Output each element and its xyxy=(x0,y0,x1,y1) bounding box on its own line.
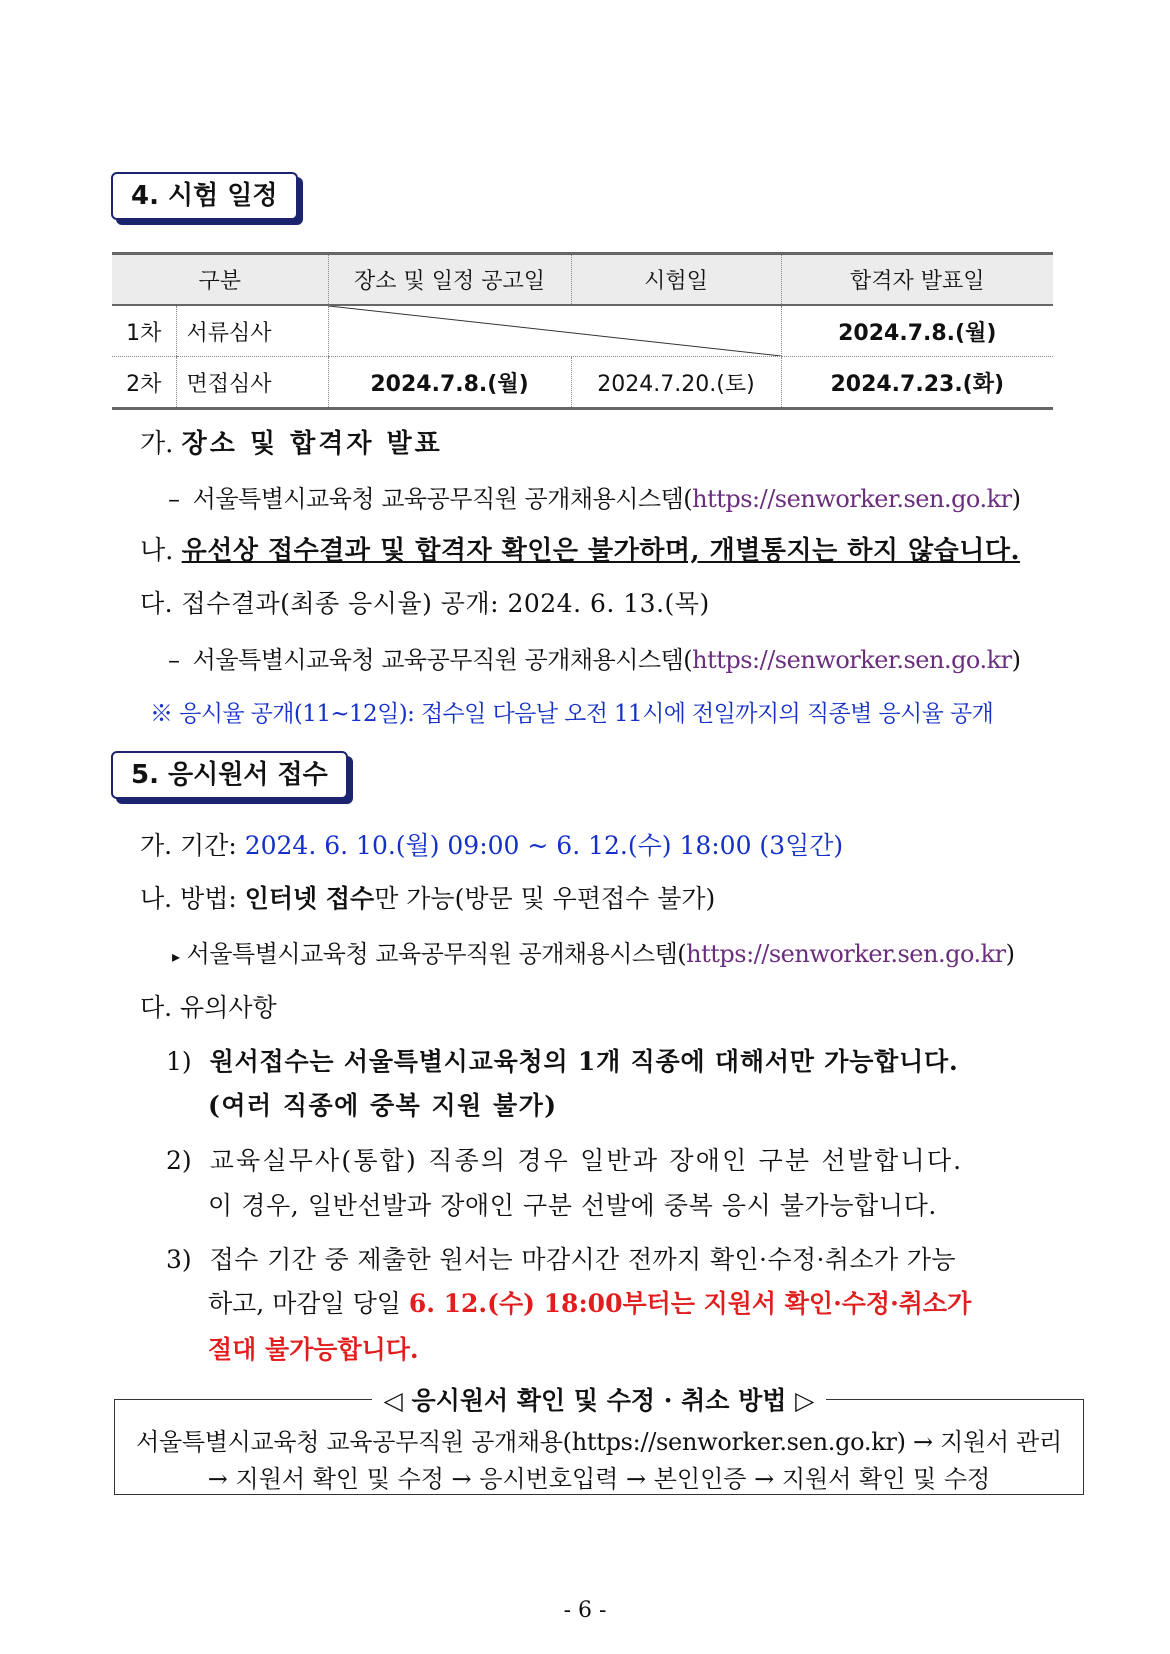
row-stage-name: 서류심사 xyxy=(176,305,328,357)
section-4-heading xyxy=(111,172,298,220)
header-division: 구분 xyxy=(112,254,328,306)
item-da-sub xyxy=(168,643,1020,677)
row-exam-date: 2024.7.20.(토) xyxy=(571,357,781,409)
caution-number: 2) xyxy=(166,1146,192,1175)
notice-note xyxy=(150,697,993,731)
item-da-text: 다. 접수결과(최종 응시율) 공개: 2024. 6. 13.(목) xyxy=(140,589,710,618)
method-sub xyxy=(172,937,1015,974)
item-na xyxy=(140,534,1020,568)
period-label: 가. 기간: xyxy=(140,831,245,860)
caution-1-line1: 원서접수는 서울특별시교육청의 1개 직종에 대해서만 가능합니다. xyxy=(209,1047,959,1076)
box-step-manage: ) → 지원서 관리 xyxy=(896,1428,1062,1456)
cautions-label: 다. 유의사항 xyxy=(140,993,277,1022)
caution-1 xyxy=(166,1045,959,1079)
method-label: 나. 방법: xyxy=(140,884,245,913)
system-name: 서울특별시교육청 교육공무직원 공개채용시스템( xyxy=(186,940,687,968)
box-line-1 xyxy=(115,1422,1083,1457)
table-row xyxy=(112,305,1053,357)
caution-1-sub: (여러 직종에 중복 지원 불가) xyxy=(208,1091,558,1120)
how-to-box xyxy=(114,1386,1084,1495)
period-line xyxy=(140,829,843,863)
caution-1-line2 xyxy=(208,1089,558,1123)
header-notice-date: 장소 및 일정 공고일 xyxy=(328,254,571,306)
period-value: 2024. 6. 10.(월) 09:00 ~ 6. 12.(수) 18:00 (3일간) xyxy=(244,831,844,860)
method-rest: 만 가능(방문 및 우편접수 불가) xyxy=(374,884,716,913)
caution-3-line2 xyxy=(208,1287,971,1321)
item-ga-title: 장소 및 합격자 발표 xyxy=(181,429,443,459)
paren-close: ) xyxy=(1011,485,1021,513)
page-number-text: - 6 - xyxy=(563,1598,607,1623)
caution-number: 1) xyxy=(166,1047,192,1076)
page-number xyxy=(0,1598,1170,1623)
item-ga-sub xyxy=(168,482,1020,516)
row-notice-date: 2024.7.8.(월) xyxy=(328,357,571,409)
section-4-title: 4. 시험 일정 xyxy=(131,181,278,211)
caution-number: 3) xyxy=(166,1245,192,1274)
row-stage-name: 면접심사 xyxy=(176,357,328,409)
box-system-name: 서울특별시교육청 교육공무직원 공개채용( xyxy=(136,1428,572,1456)
caution-3-red: 6. 12.(수) 18:00부터는 지원서 확인·수정·취소가 xyxy=(408,1289,972,1318)
table-row xyxy=(112,357,1053,409)
caution-3-red-end: 절대 불가능합니다. xyxy=(208,1335,419,1364)
box-url-link[interactable]: https://senworker.sen.go.kr xyxy=(571,1428,897,1456)
caution-2 xyxy=(166,1144,963,1178)
box-steps: → 지원서 확인 및 수정 → 응시번호입력 → 본인인증 → 지원서 확인 및 수정 xyxy=(207,1465,991,1493)
paren-close: ) xyxy=(1011,646,1021,674)
box-title-text: ◁ 응시원서 확인 및 수정 · 취소 방법 ▷ xyxy=(372,1386,827,1415)
system-name: 서울특별시교육청 교육공무직원 공개채용시스템( xyxy=(192,485,693,513)
dash-bullet: – xyxy=(168,646,180,674)
schedule-table xyxy=(112,252,1053,410)
caution-3-line1: 접수 기간 중 제출한 원서는 마감시간 전까지 확인·수정·취소가 가능 xyxy=(209,1245,956,1274)
section-5-heading xyxy=(111,751,348,799)
caution-2-line1: 교육실무사(통합) 직종의 경우 일반과 장애인 구분 선발합니다. xyxy=(209,1146,964,1175)
row-result-date: 2024.7.23.(화) xyxy=(781,357,1053,409)
method-bold: 인터넷 접수 xyxy=(244,884,375,913)
method-line xyxy=(140,882,715,916)
item-ga-label: 가. xyxy=(140,429,174,459)
table-header-row xyxy=(112,254,1053,306)
paren-close: ) xyxy=(1005,940,1015,968)
dash-bullet: – xyxy=(168,485,180,513)
system-url-link[interactable]: https://senworker.sen.go.kr xyxy=(692,646,1012,674)
system-url-link[interactable]: https://senworker.sen.go.kr xyxy=(692,485,1012,513)
system-url-link[interactable]: https://senworker.sen.go.kr xyxy=(686,940,1006,968)
triangle-bullet-icon: ▸ xyxy=(172,947,180,966)
item-na-label: 나. xyxy=(140,536,174,566)
box-line-2 xyxy=(115,1459,1083,1494)
caution-3-line3 xyxy=(208,1333,419,1367)
row-number: 1차 xyxy=(112,305,176,357)
empty-diagonal-cell xyxy=(328,305,781,357)
section-5-title: 5. 응시원서 접수 xyxy=(131,760,328,790)
caution-2-sub: 이 경우, 일반선발과 장애인 구분 선발에 중복 응시 불가능합니다. xyxy=(208,1191,937,1220)
caution-2-line2 xyxy=(208,1189,937,1223)
row-result-date: 2024.7.8.(월) xyxy=(781,305,1053,357)
diagonal-line xyxy=(329,306,781,356)
row-number: 2차 xyxy=(112,357,176,409)
cautions-heading xyxy=(140,991,277,1025)
item-ga-heading xyxy=(140,427,443,461)
box-title xyxy=(115,1381,1083,1417)
note-text: ※ 응시율 공개(11~12일): 접수일 다음날 오전 11시에 전일까지의 직종별 응시율 공개 xyxy=(150,701,994,727)
header-result-date: 합격자 발표일 xyxy=(781,254,1053,306)
item-da xyxy=(140,587,710,621)
system-name: 서울특별시교육청 교육공무직원 공개채용시스템( xyxy=(192,646,693,674)
item-na-text: 유선상 접수결과 및 합격자 확인은 불가하며, 개별통지는 하지 않습니다. xyxy=(181,536,1021,566)
caution-3-plain: 하고, 마감일 당일 xyxy=(208,1289,409,1318)
caution-3 xyxy=(166,1243,956,1277)
header-exam-date: 시험일 xyxy=(571,254,781,306)
